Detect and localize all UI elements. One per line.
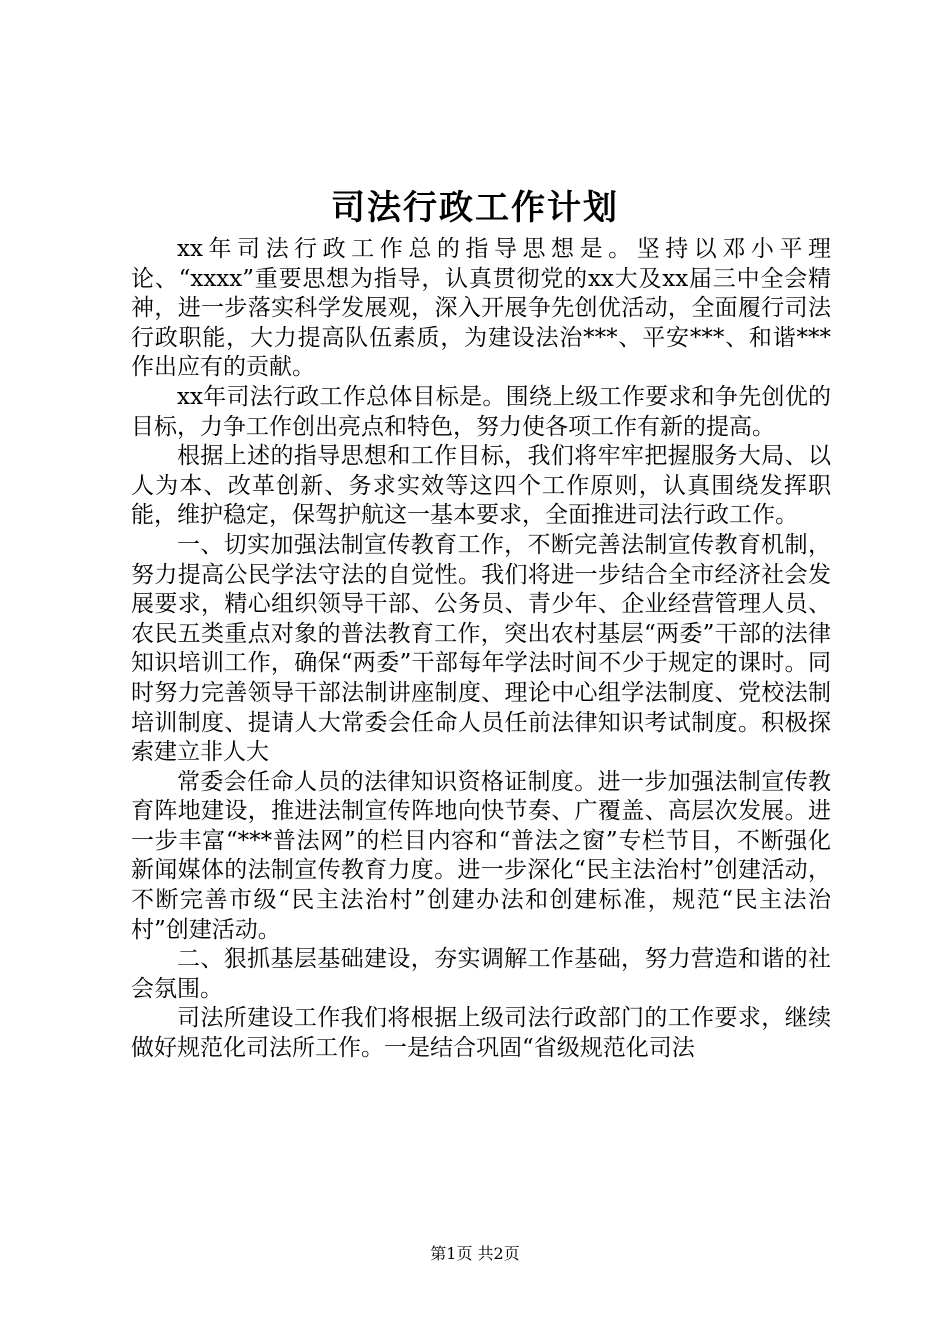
paragraph-section-two: 二、狠抓基层基础建设，夯实调解工作基础，努力营造和谐的社会氛围。 — [131, 946, 831, 1002]
document-body — [131, 235, 831, 1064]
paragraph-section-one: 一、切实加强法制宣传教育工作，不断完善法制宣传教育机制，努力提高公民学法守法的自觉性。我们将进一步结合全市经济社会发展要求，精心组织领导干部、公务员、青少年、企业经营管理人员、农民五类重点对象的普法教育工作，突出农村基层“两委”干部的法律知识培训工作，确保“两委”干部每年学法时间不少于规定的课时。同时努力完善领导干部法制讲座制度、理论中心组学法制度、党校法制培训制度、提请人大常委会任命人员任前法律知识考试制度。积极探索建立非人大 — [131, 531, 831, 766]
paragraph-overall-goal: xx年司法行政工作总体目标是。围绕上级工作要求和争先创优的目标，力争工作创出亮点和特色，努力使各项工作有新的提高。 — [131, 383, 831, 440]
paragraph-section-one-continued: 常委会任命人员的法律知识资格证制度。进一步加强法制宣传教育阵地建设，推进法制宣传阵地向快节奏、广覆盖、高层次发展。进一步丰富“***普法网”的栏目内容和“普法之窗”专栏节目，不断强化新闻媒体的法制宣传教育力度。进一步深化“民主法治村”创建活动，不断完善市级“民主法治村”创建办法和创建标准，规范“民主法治村”创建活动。 — [131, 768, 831, 943]
document-title: 司法行政工作计划 — [331, 188, 619, 228]
page-number-footer: 第1页 共2页 — [430, 1244, 520, 1263]
paragraph-judicial-office: 司法所建设工作我们将根据上级司法行政部门的工作要求，继续做好规范化司法所工作。一是结合巩固“省级规范化司法 — [131, 1005, 831, 1062]
paragraph-work-principles: 根据上述的指导思想和工作目标，我们将牢牢把握服务大局、以人为本、改革创新、务求实效等这四个工作原则，认真围绕发挥职能，维护稳定，保驾护航这一基本要求，全面推进司法行政工作。 — [131, 443, 831, 529]
paragraph-guiding-ideology: xx年司法行政工作总的指导思想是。坚持以邓小平理论、“xxxx”重要思想为指导，认真贯彻党的xx大及xx届三中全会精神，进一步落实科学发展观，深入开展争先创优活动，全面履行司法行政职能，大力提高队伍素质，为建设法治***、平安***、和谐***作出应有的贡献。 — [131, 236, 831, 381]
